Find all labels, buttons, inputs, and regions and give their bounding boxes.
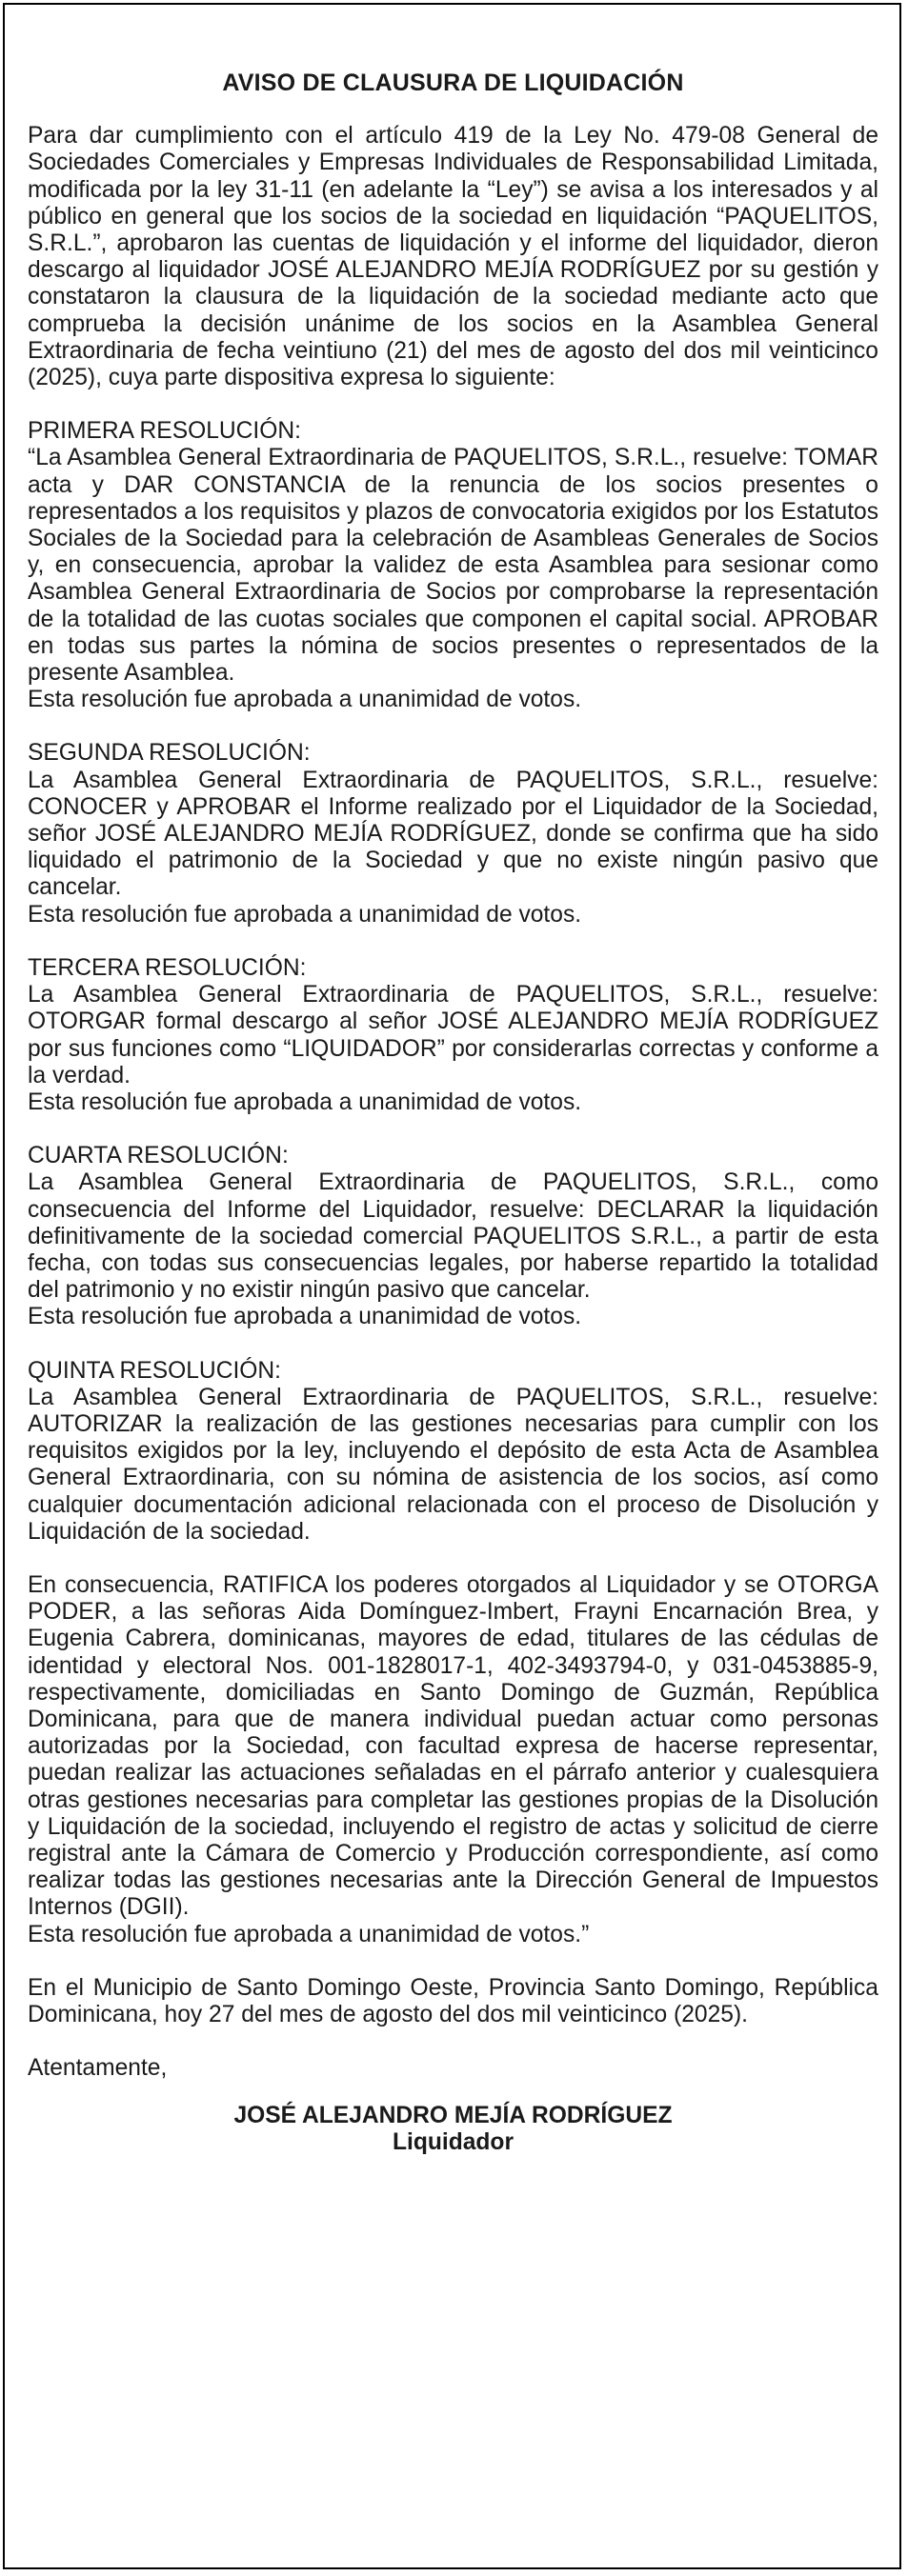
notice-content [28,70,878,2156]
resolution-body: “La Asamblea General Extraordinaria de PAQUELITOS, S.R.L., resuelve: TOMAR acta y DAR CONSTANCIA de la renuncia de los socios presentes o representados a los requisitos y plazos de convocatoria exigidos por los Estatutos Sociales de la Sociedad para la celebración de Asambleas Generales de Socios y, en consecuencia, aprobar la validez de esta Asamblea para sesionar como Asamblea General Extraordinaria de Socios por comprobarse la representación de la totalidad de las cuotas sociales que componen el capital social. APROBAR en todas sus partes la nómina de socios presentes o representados de la presente Asamblea. [28,445,878,687]
signatory-role: Liquidador [392,2129,515,2156]
consequence-body: En consecuencia, RATIFICA los poderes otorgados al Liquidador y se OTORGA PODER, a las señoras Aida Domínguez-Imbert, Frayni Encarnación Brea, y Eugenia Cabrera, dominicanas, mayores de edad, titulares de las cédulas de identidad y electoral Nos. 001-1828017-1, 402-3493794-0, y 031-0453885-9, respectivamente, domiciliadas en Santo Domingo de Guzmán, República Dominicana, para que de manera individual puedan actuar como personas autorizadas por la Sociedad, con facultad expresa de hacerse representar, puedan realizar las actuaciones señaladas en el párrafo anterior y cualesquiera otras gestiones necesarias para completar las gestiones propias de la Disolución y Liquidación de la sociedad, incluyendo el registro de actas y solicitud de cierre registral ante la Cámara de Comercio y Producción correspondiente, así como realizar todas las gestiones necesarias ante la Dirección General de Impuestos Internos (DGII). [28,1571,878,1921]
signature-block [28,2103,878,2156]
intro-paragraph: Para dar cumplimiento con el artículo 419 de la Ley No. 479-08 General de Sociedades Comerciales y Empresas Individuales de Responsabilidad Limitada, modificada por la ley 31-11 (en adelante la “Ley”) se avisa a los interesados y al público en general que los socios de la sociedad en liquidación “PAQUELITOS, S.R.L.”, aprobaron las cuentas de liquidación y el informe del liquidador, dieron descargo al liquidador JOSÉ ALEJANDRO MEJÍA RODRÍGUEZ por su gestión y constataron la clausura de la liquidación de la sociedad mediante acto que comprueba la decisión unánime de los socios en la Asamblea General Extraordinaria de fecha veintiuno (21) del mes de agosto del dos mil veinticinco (2025), cuya parte dispositiva expresa lo siguiente: [28,123,878,391]
consequence-paragraph [28,1572,878,1948]
resolution-body: La Asamblea General Extraordinaria de PAQUELITOS, S.R.L., resuelve: AUTORIZAR la realización de las gestiones necesarias para cumplir con los requisitos exigidos por la ley, incluyendo el depósito de esta Acta de Asamblea General Extraordinaria, con su nómina de asistencia de los socios, así como cualquier documentación adicional relacionada con el proceso de Disolución y Liquidación de la sociedad. [28,1384,878,1545]
resolution-closing: Esta resolución fue aprobada a unanimidad de votos. [28,1088,582,1115]
signatory-name: JOSÉ ALEJANDRO MEJÍA RODRÍGUEZ [233,2103,673,2129]
resolution-closing: Esta resolución fue aprobada a unanimidad de votos. [28,1304,582,1330]
resolution-heading: TERCERA RESOLUCIÓN: [28,954,307,981]
resolution-body: La Asamblea General Extraordinaria de PAQUELITOS, S.R.L., resuelve: OTORGAR formal descargo al señor JOSÉ ALEJANDRO MEJÍA RODRÍGUEZ por sus funciones como “LIQUIDADOR” por considerarlas correctas y conforme a la verdad. [28,982,878,1088]
resolution-third [28,955,878,1116]
resolution-fifth [28,1358,878,1546]
resolution-heading: PRIMERA RESOLUCIÓN: [28,418,301,445]
resolution-body: La Asamblea General Extraordinaria de PAQUELITOS, S.R.L., como consecuencia del Informe del Liquidador, resuelve: DECLARAR la liquidación definitivamente de la sociedad comercial PAQUELITOS S.R.L., a partir de esta fecha, con todas sus consecuencias legales, por haberse repartido la totalidad del patrimonio y no existir ningún pasivo que cancelar. [28,1169,878,1304]
place-date: En el Municipio de Santo Domingo Oeste, Provincia Santo Domingo, República Dominicana, hoy 27 del mes de agosto del dos mil veinticinco (2025). [28,1974,878,2027]
resolution-second [28,740,878,928]
resolution-closing: Esta resolución fue aprobada a unanimidad de votos. [28,687,582,713]
resolution-fourth [28,1143,878,1330]
resolution-first [28,418,878,713]
consequence-closing: Esta resolución fue aprobada a unanimidad de votos.” [28,1921,590,1947]
notice-title: AVISO DE CLAUSURA DE LIQUIDACIÓN [222,70,684,96]
resolution-heading: SEGUNDA RESOLUCIÓN: [28,740,311,767]
resolution-body: La Asamblea General Extraordinaria de PAQUELITOS, S.R.L., resuelve: CONOCER y APROBAR el Informe realizado por el Liquidador de la Sociedad, señor JOSÉ ALEJANDRO MEJÍA RODRÍGUEZ, donde se confirma que ha sido liquidado el patrimonio de la Sociedad y que no existe ningún pasivo que cancelar. [28,767,878,901]
resolution-heading: CUARTA RESOLUCIÓN: [28,1143,289,1169]
salutation: Atentamente, [28,2055,168,2082]
resolution-heading: QUINTA RESOLUCIÓN: [28,1357,282,1384]
resolution-closing: Esta resolución fue aprobada a unanimidad de votos. [28,901,582,928]
notice-frame [3,3,901,2569]
